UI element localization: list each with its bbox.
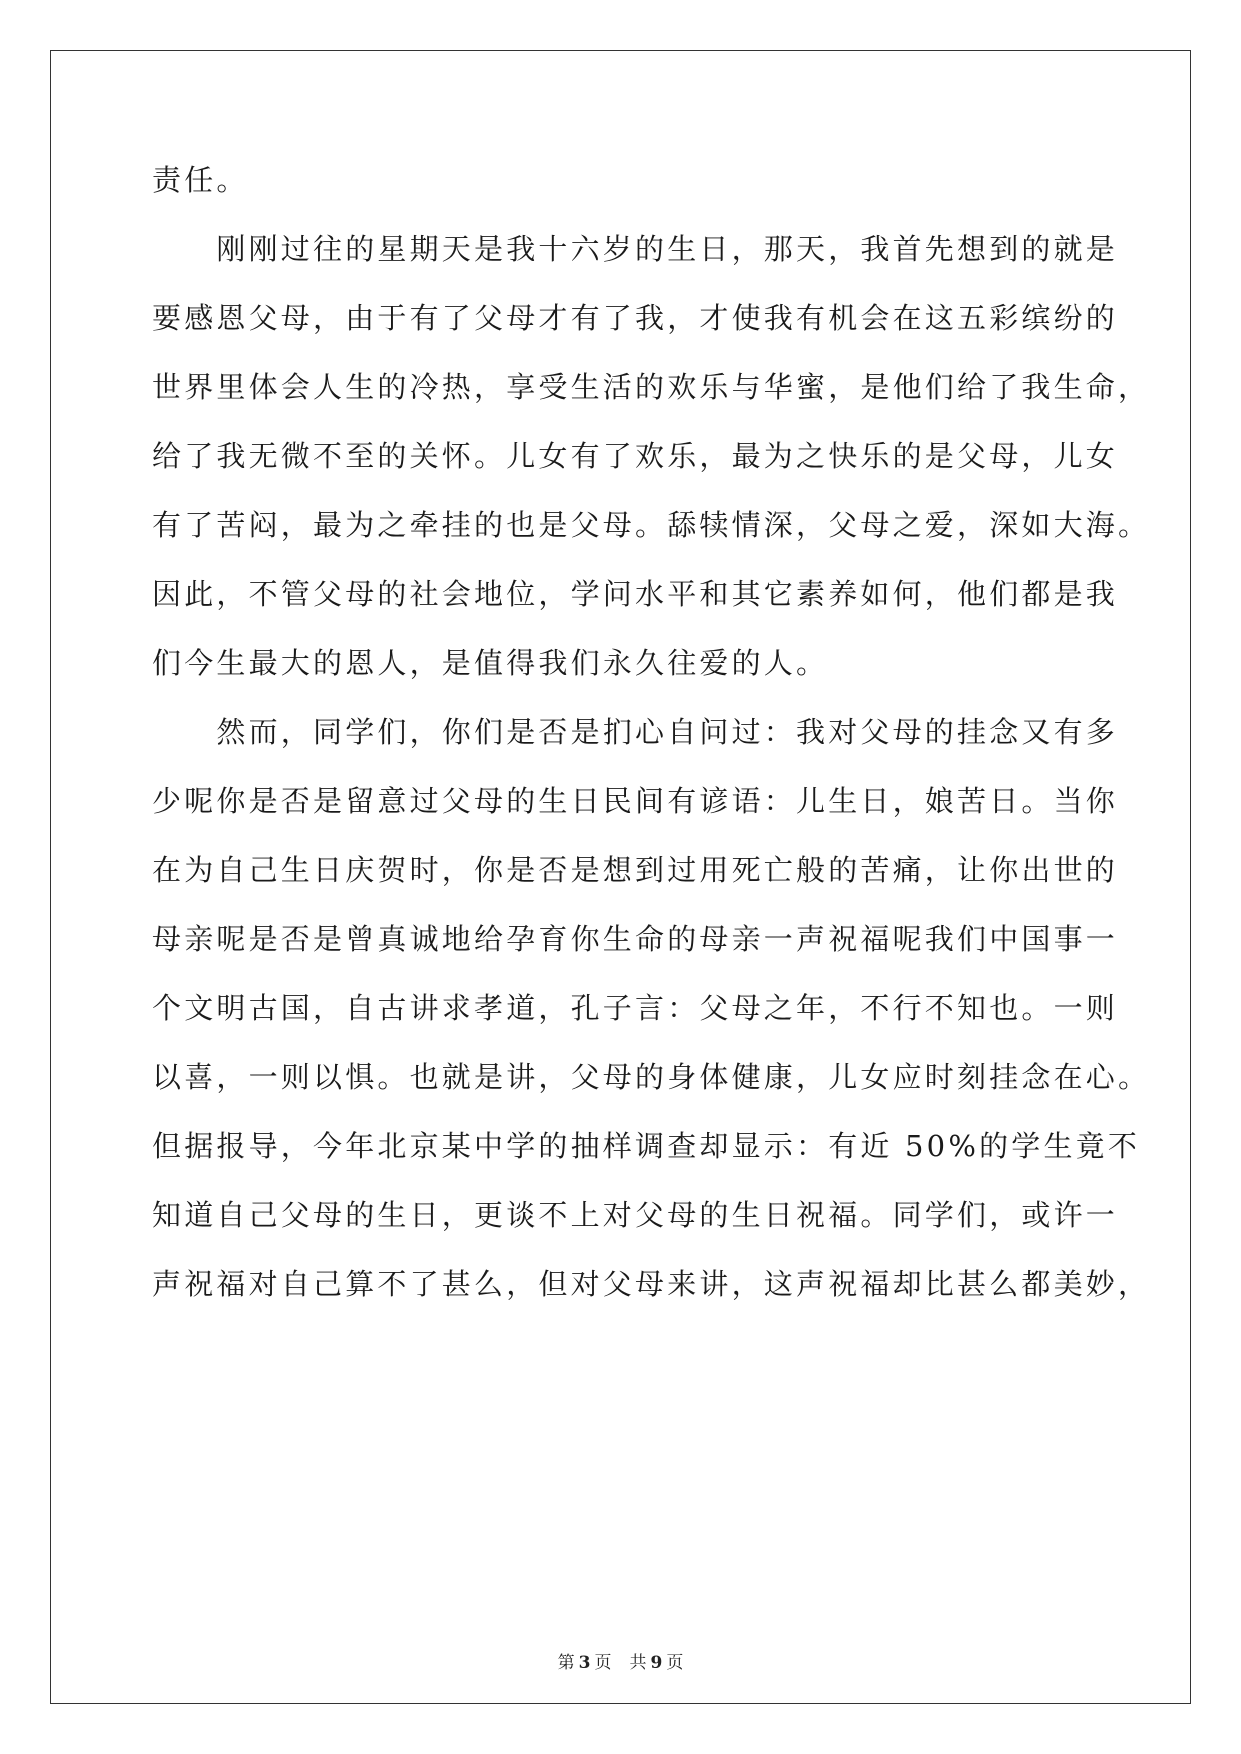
text-line: 少呢你是否是留意过父母的生日民间有谚语：儿生日，娘苦日。当你	[152, 784, 1119, 818]
page-suffix: 页	[594, 1653, 612, 1673]
total-prefix: 共	[629, 1653, 647, 1673]
text-line: 世界里体会人生的冷热，享受生活的欢乐与华蜜，是他们给了我生命，	[152, 370, 1151, 404]
text-line: 要感恩父母，由于有了父母才有了我，才使我有机会在这五彩缤纷的	[152, 301, 1119, 335]
text-line: 刚刚过往的星期天是我十六岁的生日，那天，我首先想到的就是	[152, 232, 1119, 266]
text-line: 以喜，一则以惧。也就是讲，父母的身体健康，儿女应时刻挂念在心。	[152, 1060, 1151, 1094]
text-line: 知道自己父母的生日，更谈不上对父母的生日祝福。同学们，或许一	[152, 1198, 1119, 1232]
text-line: 因此，不管父母的社会地位，学问水平和其它素养如何，他们都是我	[152, 577, 1119, 611]
total-suffix: 页	[666, 1653, 684, 1673]
text-line: 母亲呢是否是曾真诚地给孕育你生命的母亲一声祝福呢我们中国事一	[152, 922, 1119, 956]
text-line: 给了我无微不至的关怀。儿女有了欢乐，最为之快乐的是父母，儿女	[152, 439, 1119, 473]
text-line: 们今生最大的恩人，是值得我们永久往爱的人。	[152, 646, 829, 680]
text-line: 声祝福对自己算不了甚么，但对父母来讲，这声祝福却比甚么都美妙，	[152, 1267, 1151, 1301]
total-pages: 9	[650, 1653, 663, 1673]
text-line: 然而，同学们，你们是否是扪心自问过：我对父母的挂念又有多	[152, 715, 1119, 749]
page-prefix: 第	[557, 1653, 575, 1673]
text-line: 在为自己生日庆贺时，你是否是想到过用死亡般的苦痛，让你出世的	[152, 853, 1119, 887]
text-line: 责任。	[152, 163, 249, 197]
page-footer	[0, 1652, 1241, 1674]
page-number: 3	[578, 1653, 591, 1673]
text-line: 但据报导，今年北京某中学的抽样调查却显示：有近 50%的学生竟不	[152, 1129, 1141, 1163]
text-line: 个文明古国，自古讲求孝道，孔子言：父母之年，不行不知也。一则	[152, 991, 1119, 1025]
text-line: 有了苦闷，最为之牵挂的也是父母。舔犊情深，父母之爱，深如大海。	[152, 508, 1151, 542]
